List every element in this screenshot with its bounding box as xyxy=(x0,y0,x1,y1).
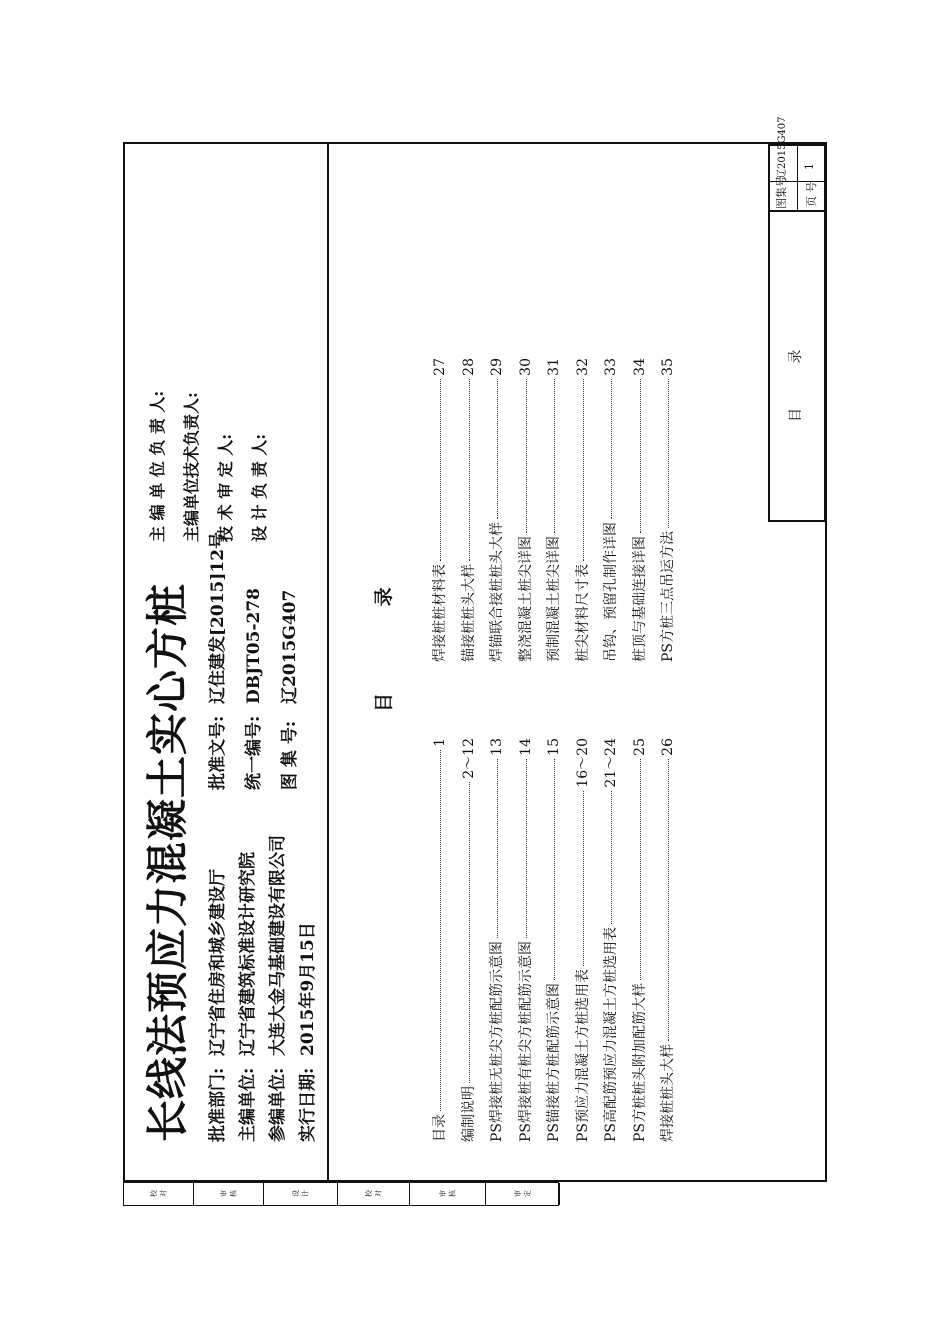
responsible-row: 主 编 单 位 负 责 人: xyxy=(148,390,167,542)
toc-leader-dots xyxy=(440,750,441,1111)
section-rule xyxy=(327,142,328,1182)
toc-entry-page: 1 xyxy=(432,738,448,747)
signature-cell: 审 核 xyxy=(410,1183,486,1205)
toc-entry xyxy=(515,738,535,1142)
toc-entry-page: 29 xyxy=(489,358,505,376)
toc-entry-page: 2～12 xyxy=(460,738,477,779)
toc-entry-name: 目录 xyxy=(432,1114,448,1142)
toc-entry-page: 31 xyxy=(546,358,562,376)
toc-leader-dots xyxy=(469,782,470,1083)
title-block-sheet-title: 目 录 xyxy=(788,329,804,422)
toc-entry-page: 14 xyxy=(517,738,534,756)
toc-entry-page: 28 xyxy=(460,358,477,376)
toc-entry xyxy=(486,358,506,662)
toc-leader-dots xyxy=(440,379,441,561)
meta-row: 主编单位:辽宁省建筑标准设计研究院 xyxy=(238,852,258,1142)
signature-cell: 设 计 xyxy=(264,1183,338,1205)
toc-entry xyxy=(572,738,592,1142)
toc-leader-dots xyxy=(640,759,641,980)
page-value: 1 xyxy=(803,163,816,170)
toc-leader-dots xyxy=(554,379,555,533)
signature-strip xyxy=(123,1182,559,1206)
toc-entry-name: 焊接桩桩头大样 xyxy=(660,1044,676,1142)
toc-entry-name: PS焊接桩无桩尖方桩配筋示意图 xyxy=(489,940,505,1142)
toc-entry-page: 32 xyxy=(574,358,591,376)
toc-entry-name: PS方桩桩头附加配筋大样 xyxy=(631,982,648,1142)
toc-entry-name: 桩顶与基础连接详图 xyxy=(631,536,648,662)
responsible-row: 主编单位技术负责人: xyxy=(182,392,201,542)
signature-cell: 审 定 xyxy=(486,1183,560,1205)
document-title: 长线法预应力混凝土实心方桩 xyxy=(143,582,192,1142)
toc-entry-name: PS方桩三点吊运方法 xyxy=(660,530,676,662)
toc-entry xyxy=(657,358,677,662)
toc-entry-name: 焊锚联合接桩桩头大样 xyxy=(489,522,505,662)
toc-entry-name: PS预应力混凝土方桩选用表 xyxy=(574,968,591,1142)
responsible-row: 技 术 审 定 人: xyxy=(216,433,235,542)
toc-entry-page: 27 xyxy=(432,358,448,376)
toc-entry-page: 25 xyxy=(631,738,648,756)
toc-leader-dots xyxy=(526,759,527,938)
toc-entry xyxy=(543,358,563,662)
approval-row: 统一编号:DBJT05-278 xyxy=(244,587,264,790)
toc-leader-dots xyxy=(554,759,555,980)
atlas-value: 辽2015G407 xyxy=(777,116,788,179)
toc-leader-dots xyxy=(469,379,470,561)
toc-entry-name: 预制混凝土桩尖详图 xyxy=(546,536,562,662)
toc-entry-name: 整浇混凝土桩尖详图 xyxy=(517,536,534,662)
meta-row: 批准部门:辽宁省住房和城乡建设厅 xyxy=(208,869,228,1142)
toc-entry-page: 21～24 xyxy=(603,738,619,788)
toc-leader-dots xyxy=(497,759,498,938)
toc-entry xyxy=(458,738,478,1142)
toc-leader-dots xyxy=(611,379,612,519)
page-label: 页 号 xyxy=(805,181,818,207)
toc-entry-page: 15 xyxy=(546,738,562,756)
toc-leader-dots xyxy=(526,379,527,533)
toc-entry-name: 焊接桩桩材料表 xyxy=(432,564,448,662)
meta-row: 实行日期:2015年9月15日 xyxy=(298,922,318,1142)
rotated-page xyxy=(123,116,827,1198)
toc-entry xyxy=(600,358,620,662)
toc-entry-name: PS高配筋预应力混凝土方桩选用表 xyxy=(603,926,619,1142)
toc-entry-page: 33 xyxy=(603,358,619,376)
toc-title: 目 录 xyxy=(373,547,395,712)
atlas-label: 图集号 xyxy=(775,176,788,209)
toc-entry xyxy=(458,358,478,662)
toc-entry-name: 桩尖材料尺寸表 xyxy=(574,564,591,662)
toc-entry xyxy=(429,358,449,662)
toc-entry-page: 35 xyxy=(660,358,676,376)
toc-entry-page: 16～20 xyxy=(574,738,591,788)
toc-entry-name: 锚接桩桩头大样 xyxy=(460,564,477,662)
toc-entry xyxy=(543,738,563,1142)
toc-leader-dots xyxy=(497,379,498,519)
toc-entry-page: 34 xyxy=(631,358,648,376)
meta-row: 参编单位:大连大金马基础建设有限公司 xyxy=(268,835,288,1142)
toc-entry xyxy=(486,738,506,1142)
toc-leader-dots xyxy=(668,759,669,1041)
toc-entry xyxy=(572,358,592,662)
toc-entry-name: 编制说明 xyxy=(460,1086,477,1142)
toc-entry xyxy=(629,358,649,662)
toc-entry xyxy=(657,738,677,1142)
toc-entry xyxy=(629,738,649,1142)
toc-entry-name: 吊钩、预留孔制作详图 xyxy=(603,522,619,662)
toc-entry xyxy=(600,738,620,1142)
toc-entry-page: 26 xyxy=(660,738,676,756)
toc-entry-page: 30 xyxy=(517,358,534,376)
approval-row: 图 集 号:辽2015G407 xyxy=(280,589,300,790)
approval-row: 批准文号:辽住建发[2015]12号 xyxy=(208,531,228,790)
toc-leader-dots xyxy=(640,379,641,533)
toc-entry xyxy=(429,738,449,1142)
signature-cell: 审 核 xyxy=(194,1183,264,1205)
toc-entry-name: PS锚接桩方桩配筋示意图 xyxy=(546,982,562,1142)
toc-entry xyxy=(515,358,535,662)
toc-entry-name: PS焊接桩有桩尖方桩配筋示意图 xyxy=(517,940,534,1142)
signature-cell: 校 对 xyxy=(124,1183,194,1205)
responsible-row: 设 计 负 责 人: xyxy=(250,433,269,542)
toc-entry-page: 13 xyxy=(489,738,505,756)
toc-leader-dots xyxy=(668,379,669,528)
toc-leader-dots xyxy=(583,379,584,561)
toc-leader-dots xyxy=(583,791,584,966)
signature-cell: 校 对 xyxy=(338,1183,410,1205)
toc-leader-dots xyxy=(611,791,612,924)
